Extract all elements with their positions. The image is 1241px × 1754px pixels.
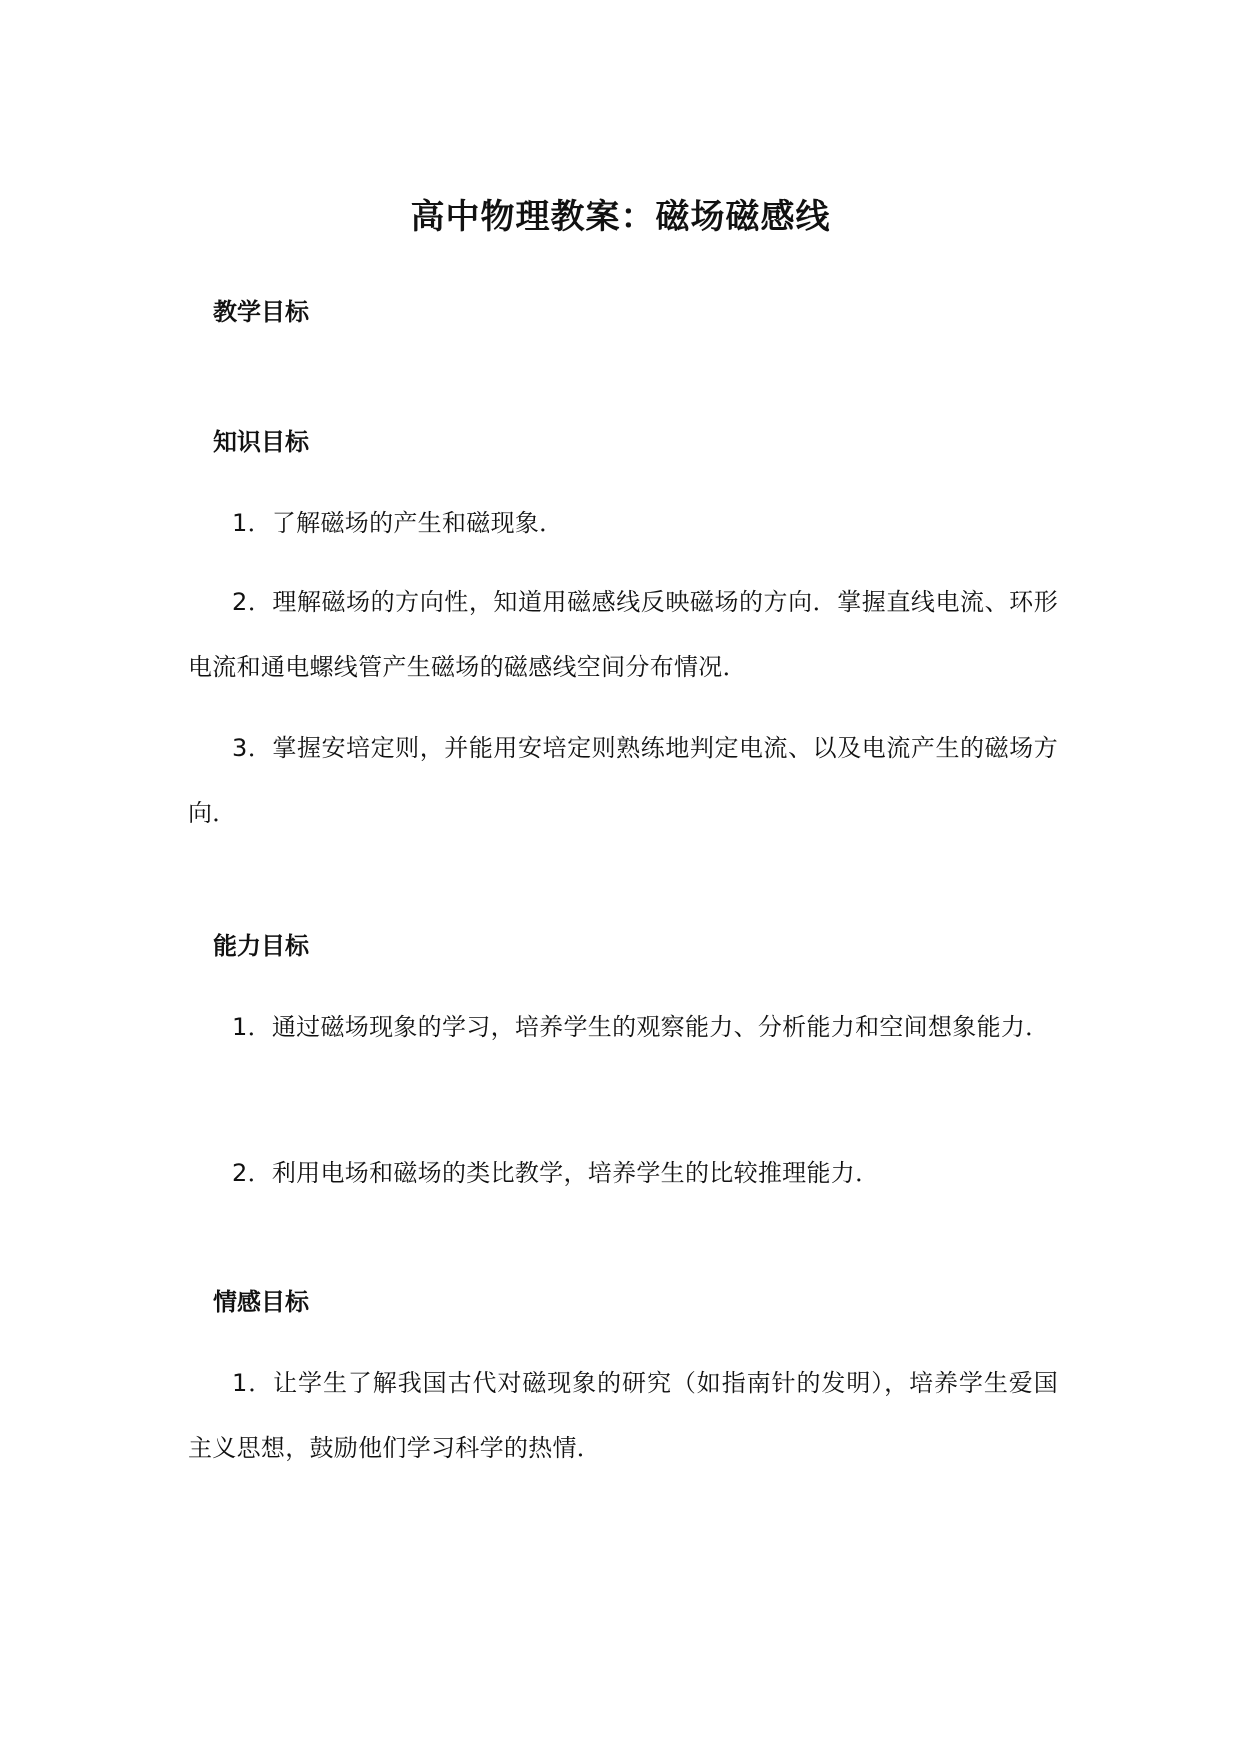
- emotional-goal-item-1: 1．让学生了解我国古代对磁现象的研究（如指南针的发明），培养学生爱国主义思想，鼓励他们学习科学的热情．: [188, 1369, 1058, 1462]
- knowledge-goal-item-1: 1．了解磁场的产生和磁现象．: [232, 509, 564, 537]
- heading-teaching-goals: 教学目标: [213, 298, 309, 326]
- heading-knowledge-goals: 知识目标: [213, 428, 309, 456]
- heading-emotional-goals: 情感目标: [213, 1288, 309, 1316]
- ability-goal-item-1: 1．通过磁场现象的学习，培养学生的观察能力、分析能力和空间想象能力．: [232, 1013, 1050, 1041]
- heading-ability-goals: 能力目标: [213, 932, 309, 960]
- knowledge-goal-item-2: 2．理解磁场的方向性，知道用磁感线反映磁场的方向．掌握直线电流、环形电流和通电螺线管产生磁场的磁感线空间分布情况．: [188, 588, 1058, 681]
- page-title: 高中物理教案：磁场磁感线: [410, 197, 831, 237]
- knowledge-goal-item-3: 3．掌握安培定则，并能用安培定则熟练地判定电流、以及电流产生的磁场方向．: [188, 734, 1058, 827]
- ability-goal-item-2: 2．利用电场和磁场的类比教学，培养学生的比较推理能力．: [232, 1159, 880, 1187]
